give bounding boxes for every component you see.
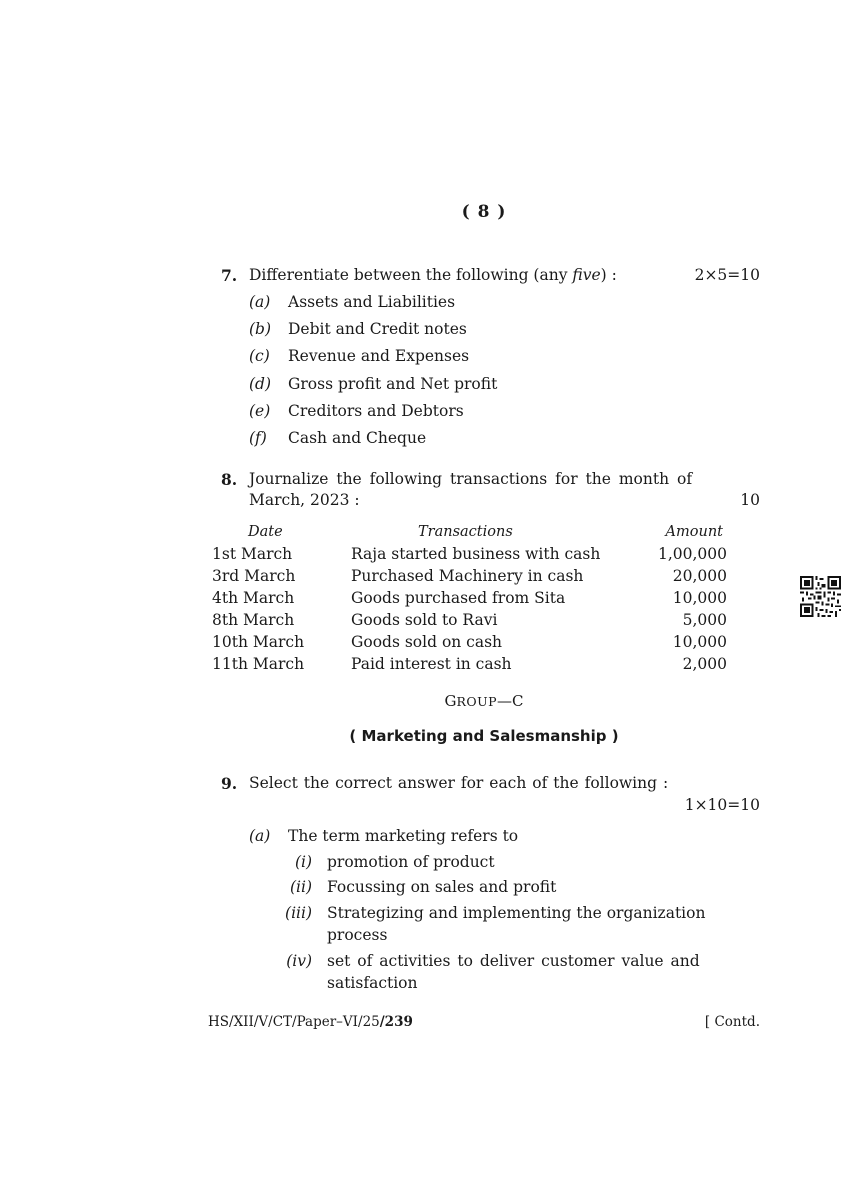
choice-text: process — [327, 926, 388, 944]
option-text: Debit and Credit notes — [288, 320, 467, 338]
continued-label: [ Contd. — [704, 1014, 760, 1030]
table-cell-date: 11th March — [212, 655, 305, 673]
table-cell-date: 3rd March — [212, 567, 296, 585]
choice-text: Strategizing and implementing the organization — [327, 904, 706, 922]
option-label: (d) — [249, 375, 272, 393]
q8-text-line1: Journalize the following transactions for the month of — [249, 470, 693, 488]
option-label: (c) — [249, 347, 270, 365]
option-label: (b) — [249, 320, 272, 338]
option-text: Cash and Cheque — [288, 429, 427, 447]
option-text: Assets and Liabilities — [288, 293, 456, 311]
q8-number: 8. — [221, 470, 238, 489]
table-cell-amount: 10,000 — [672, 589, 727, 607]
table-cell-transaction: Goods sold to Ravi — [351, 611, 498, 629]
choice-text: satisfaction — [327, 974, 418, 992]
group-subtitle: ( Marketing and Salesmanship ) — [349, 727, 619, 745]
table-cell-transaction: Raja started business with cash — [351, 545, 601, 563]
table-cell-transaction: Paid interest in cash — [351, 655, 512, 673]
page-number: ( 8 ) — [461, 202, 507, 222]
option-label: (e) — [249, 402, 271, 420]
q7-marks: 2×5=10 — [694, 266, 760, 284]
table-cell-amount: 5,000 — [682, 611, 727, 629]
option-label: (f) — [249, 429, 267, 447]
table-cell-amount: 2,000 — [682, 655, 727, 673]
table-cell-date: 1st March — [212, 545, 293, 563]
qr-code-icon — [800, 576, 841, 617]
choice-text: Focussing on sales and profit — [327, 878, 557, 896]
table-cell-transaction: Purchased Machinery in cash — [351, 567, 584, 585]
group-title: GROUP—C — [444, 692, 524, 710]
table-cell-date: 8th March — [212, 611, 295, 629]
table-header-amount: Amount — [665, 524, 723, 540]
option-text: Revenue and Expenses — [288, 347, 470, 365]
q9-number: 9. — [221, 774, 238, 793]
q8-text-line2: March, 2023 : — [249, 491, 360, 509]
option-text: Gross profit and Net profit — [288, 375, 498, 393]
q7-number: 7. — [221, 266, 238, 285]
choice-label: (ii) — [289, 878, 312, 896]
choice-text: promotion of product — [327, 853, 495, 871]
q9-text: Select the correct answer for each of the following : — [249, 774, 669, 792]
q9-a-text: The term marketing refers to — [288, 827, 519, 845]
table-header-transactions: Transactions — [418, 524, 513, 540]
table-cell-amount: 10,000 — [672, 633, 727, 651]
q9-a-label: (a) — [249, 827, 271, 845]
q8-marks: 10 — [740, 491, 760, 509]
choice-label: (iv) — [286, 952, 312, 970]
q9-marks: 1×10=10 — [684, 796, 760, 814]
option-text: Creditors and Debtors — [288, 402, 464, 420]
paper-code: HS/XII/V/CT/Paper–VI/25/239 — [208, 1014, 413, 1030]
table-cell-date: 4th March — [212, 589, 295, 607]
choice-text: set of activities to deliver customer value and — [327, 952, 700, 970]
table-cell-transaction: Goods sold on cash — [351, 633, 503, 651]
q7-text: Differentiate between the following (any five) : — [249, 266, 617, 284]
table-cell-amount: 1,00,000 — [657, 545, 727, 563]
table-header-date: Date — [248, 524, 283, 540]
choice-label: (iii) — [285, 904, 312, 922]
table-cell-transaction: Goods purchased from Sita — [351, 589, 566, 607]
choice-label: (i) — [294, 853, 312, 871]
table-cell-date: 10th March — [212, 633, 305, 651]
table-cell-amount: 20,000 — [672, 567, 727, 585]
option-label: (a) — [249, 293, 271, 311]
